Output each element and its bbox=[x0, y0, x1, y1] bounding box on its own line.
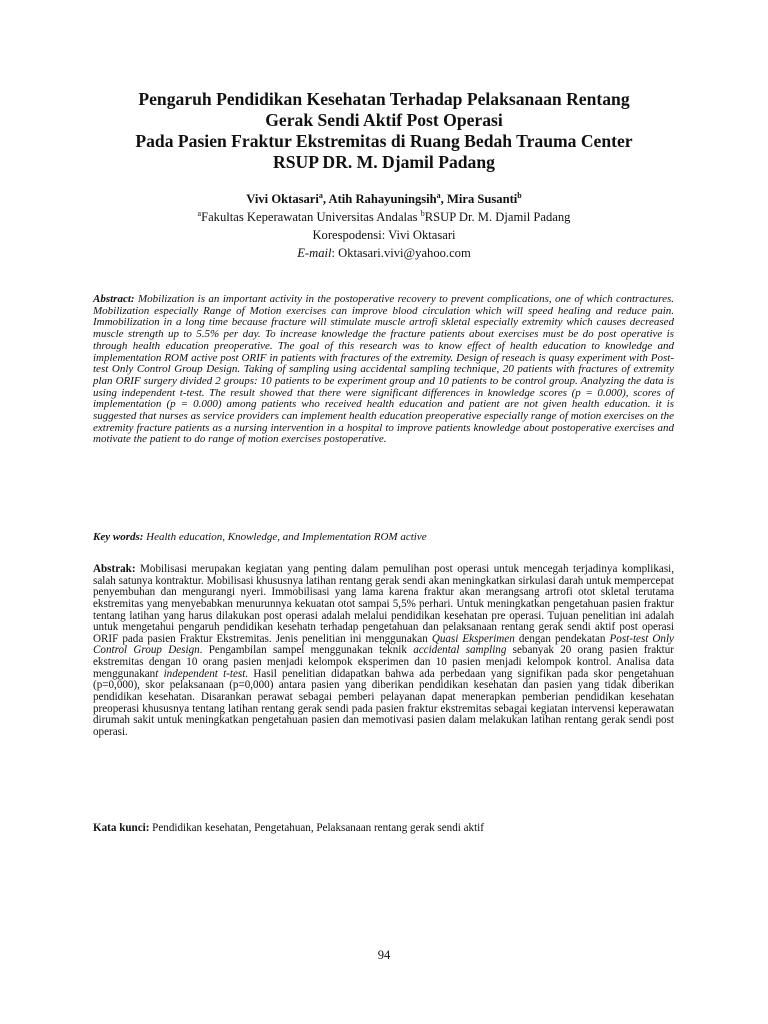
affiliation-b: RSUP Dr. M. Djamil Padang bbox=[424, 210, 571, 224]
abstract-indonesian-italic-4: t independent t-test bbox=[155, 667, 246, 680]
keywords-english bbox=[93, 532, 674, 544]
correspondence: Korespodensi: Vivi Oktasari bbox=[312, 228, 456, 242]
keywords-indonesian-text: Pendidikan kesehatan, Pengetahuan, Pelaksanaan rentang gerak sendi aktif bbox=[149, 822, 484, 834]
abstract-english bbox=[93, 294, 674, 446]
abstract-indonesian-italic-2: Post-test Only Control Group Design bbox=[93, 632, 674, 657]
author-names: Vivi Oktasari$^a$, Atih Rahayuningsih$^a$, Mira Susanti$^b$ bbox=[246, 190, 522, 206]
email-label: E-mail bbox=[297, 246, 332, 260]
affiliation-b-mark: b bbox=[420, 208, 425, 218]
abstract-indonesian-text-3: . Pengambilan sampel menggunakan teknik bbox=[199, 644, 414, 657]
abstract-indonesian-text-1: Mobilisasi merupakan kegiatan yang penting dalam pemulihan post operasi untuk mencegah terjadinya komplikasi, salah satunya kontraktur. Mobilisasi khususnya latihan rentang gerak sendi akan meningkatkan sirkulasi darah untuk mempercepat penyembuhan dan mengurangi nyeri. Immobilisasi yang lama karena fraktur akan merangsang artrofi otot skletal terutama ekstremitas yang menyebabkan menurunnya kekuatan otot sampai 5,5% perhari. Untuk meningkatkan pengetahuan pasien fraktur tentang latihan yang harus dilakukan post operasi adalah melalui pendidikan kesehatan pre operasi. Tujuan penelitian ini adalah untuk mengetahui pengaruh pendidikan kesehatn terhadap pengetahuan dan pelaksanaan rentang gerak sendi aktif post operasi ORIF pada pasien Fraktur Ekstremitas. Jenis penelitian ini menggunakan bbox=[93, 563, 674, 645]
abstract-english-text: Mobilization is an important activity in the postoperative recovery to prevent complications, one of which contractures. Mobilization especially Range of Motion exercises can improve blood circulation which will speed healing and reduce pain. Immobilization in a long time because fracture will stimulate muscle artrofi skletal especially extremity which causes decreased muscle strength up to 5.5% per day. To increase knowledge the fracture patients about exercises must be do post operative is through health education preoperative. The goal of this research was to know effect of health education to knowledge and implementation ROM active post ORIF in patients with fractures of the extremity. Design of reseach is quasy experiment with Post-test Only Control Group Design. Taking of sampling using accidental sampling technique, 20 patients with fractures of extremity plan ORIF surgery divided 2 groups: 10 patients to be experiment group and 10 patients to be control group. Analyzing the data is using independent t-test. The result showed that there were significant differences in knowledge scores (p = 0.000), scores of implementation (p = 0.000) among patients who received health education and patient are not given health education. it is suggested that nurses as service providers can implement health education preoperative especially range of motion exercises on the extremity fracture patients as a nursing intervention in a hospital to improve patients knowledge about postoperative exercises and motivate the patient to do range of motion exercises postoperative. bbox=[93, 293, 674, 446]
abstract-english-label: Abstract: bbox=[93, 293, 135, 305]
keywords-english-text: Health education, Knowledge, and Implementation ROM active bbox=[143, 531, 427, 543]
title-line-1: Pengaruh Pendidikan Kesehatan Terhadap Pelaksanaan Rentang bbox=[138, 89, 630, 109]
page-number: 94 bbox=[377, 948, 391, 962]
author-1-affiliation-mark: a bbox=[318, 190, 323, 200]
email-address[interactable]: : Oktasari.vivi@yahoo.com bbox=[331, 246, 471, 260]
abstract-indonesian-text-5: . Hasil penelitian didapatkan bahwa ada perbedaan yang signifikan pada skor pengetahuan (p=0,000), skor pelaksanaan (p=0,000) antara pasien yang diberikan pendidikan kesehatan dan pasien yang tidak diberikan pendidikan kesehatan. Disarankan perawat sebagai pemberi pelayanan dapat menerapkan pemberian pendidikan kesehatan preoperasi khususnya tentang latihan rentang gerak sendi pada pasien fraktur ekstremitas sebagai kegiatan intervensi keperawatan dirumah sakit untuk meningkatkan pengetahuan pasien dan memotivasi pasien dalam melakukan latihan rentang gerak sendi post operasi. bbox=[93, 667, 675, 738]
author-1: Vivi Oktasari bbox=[246, 192, 319, 206]
title-line-4: RSUP DR. M. Djamil Padang bbox=[273, 152, 495, 172]
author-3-affiliation-mark: b bbox=[517, 190, 522, 200]
author-block bbox=[60, 190, 708, 262]
keywords-indonesian bbox=[93, 823, 674, 835]
abstract-indonesian-italic-3: accidental sampling bbox=[413, 644, 507, 657]
keywords-indonesian-label: Kata kunci: bbox=[93, 822, 150, 834]
abstract-indonesian-text-2: dengan pendekatan bbox=[514, 632, 610, 645]
abstract-indonesian-text-4: sebanyak 20 orang pasien fraktur ekstremitas dengan 10 orang pasien menjadi kelompok eksperimen dan 10 pasien menjadi kelompok kontrol. Analisa data menggunakan bbox=[93, 644, 674, 680]
keywords-english-label: Key words: bbox=[93, 531, 144, 543]
affiliation-a: Fakultas Keperawatan Universitas Andalas bbox=[201, 210, 421, 224]
affiliations bbox=[60, 208, 708, 226]
title-line-2: Gerak Sendi Aktif Post Operasi bbox=[265, 110, 503, 130]
affiliation-a-mark: a bbox=[197, 208, 202, 218]
paper-title bbox=[60, 89, 708, 173]
abstract-indonesian-label: Abstrak: bbox=[93, 563, 136, 575]
author-2: Atih Rahayuningsih bbox=[328, 192, 437, 206]
title-line-3: Pada Pasien Fraktur Ekstremitas di Ruang Bedah Trauma Center bbox=[135, 131, 633, 151]
author-3: Mira Susanti bbox=[446, 192, 518, 206]
email-line bbox=[60, 244, 708, 262]
abstract-indonesian-italic-1: Quasi Eksperimen bbox=[431, 632, 515, 645]
abstract-indonesian bbox=[93, 564, 674, 738]
author-2-affiliation-mark: a bbox=[436, 190, 441, 200]
